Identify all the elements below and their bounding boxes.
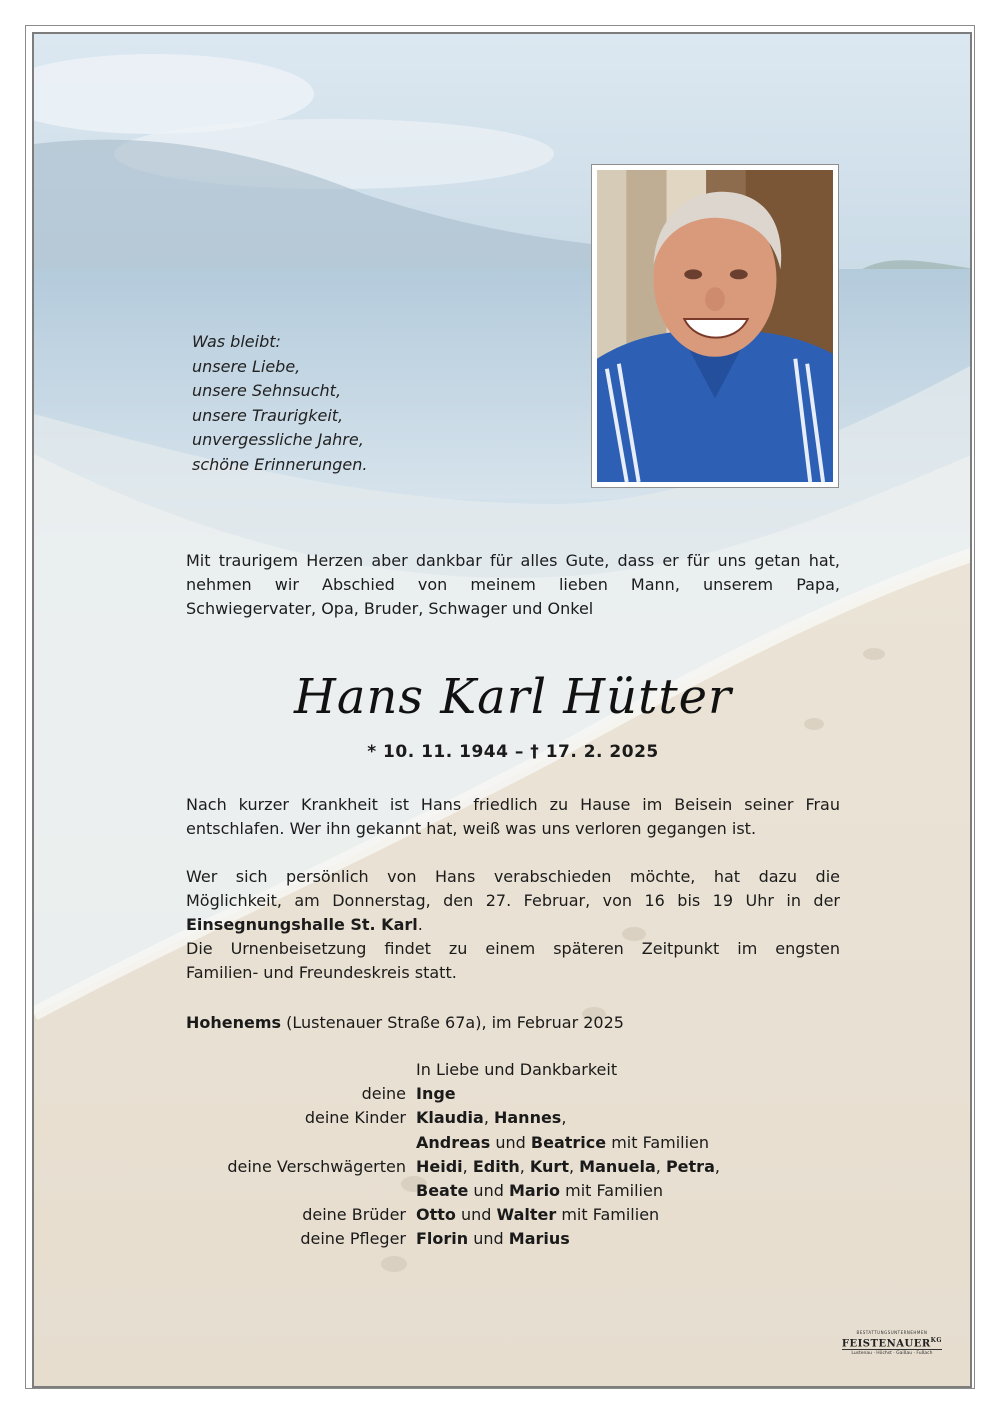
mourner-row-children bbox=[186, 1106, 720, 1130]
mourner-name: Otto bbox=[416, 1205, 456, 1225]
mourner-row-brothers bbox=[186, 1203, 720, 1227]
quote-line: unsere Traurigkeit, bbox=[192, 405, 344, 425]
paragraph-line bbox=[186, 913, 840, 937]
mourner-name: Florin bbox=[416, 1229, 469, 1249]
mourner-name: Andreas bbox=[416, 1132, 491, 1152]
punctuation: . bbox=[417, 915, 423, 934]
separator: , bbox=[519, 1156, 530, 1176]
content bbox=[34, 34, 970, 1386]
mourner-name: Inge bbox=[416, 1084, 456, 1104]
funeral-home-logo bbox=[842, 1330, 942, 1356]
mourner-name: Heidi bbox=[416, 1156, 463, 1176]
suffix: mit Familien bbox=[556, 1205, 660, 1225]
separator: , bbox=[483, 1108, 494, 1128]
mourner-row-inlaws-2 bbox=[186, 1179, 720, 1203]
mourner-name: Mario bbox=[508, 1181, 561, 1201]
mourner-name: Beatrice bbox=[530, 1132, 607, 1152]
mourner-role: deine Verschwägerten bbox=[227, 1156, 406, 1176]
quote-poem bbox=[192, 330, 367, 477]
conjunction: und bbox=[455, 1205, 497, 1225]
portrait-photo bbox=[597, 170, 833, 482]
separator: , bbox=[561, 1108, 567, 1128]
quote-line: unsere Sehnsucht, bbox=[192, 381, 342, 400]
conjunction: und bbox=[468, 1229, 509, 1249]
venue-name: Einsegnungshalle St. Karl bbox=[186, 915, 418, 934]
intro-line: Schwiegervater, Opa, Bruder, Schwager und Onkel bbox=[186, 599, 594, 618]
mourner-name: Marius bbox=[508, 1229, 570, 1249]
separator: , bbox=[568, 1156, 580, 1176]
conjunction: und bbox=[468, 1181, 509, 1201]
mourner-row-wife bbox=[186, 1082, 720, 1106]
mourner-name: Klaudia bbox=[416, 1108, 484, 1128]
mourner-role: deine Brüder bbox=[302, 1205, 406, 1225]
deceased-name: Hans Karl Hütter bbox=[293, 669, 732, 725]
mourners-list bbox=[186, 1058, 720, 1252]
place-date-line bbox=[186, 1011, 624, 1035]
mourner-name: Manuela bbox=[579, 1156, 656, 1176]
life-dates: * 10. 11. 1944 – † 17. 2. 2025 bbox=[367, 742, 659, 762]
obituary-card bbox=[32, 32, 972, 1388]
intro-line: nehmen wir Abschied von meinem lieben Mann, unserem Papa, bbox=[186, 575, 840, 594]
paragraph-line: Familien- und Freundeskreis statt. bbox=[186, 963, 457, 982]
mourners-intro-row bbox=[186, 1058, 720, 1082]
mourner-role: deine Kinder bbox=[304, 1108, 406, 1128]
intro-text bbox=[186, 549, 840, 621]
logo-locations: Lustenau · Höchst · Gaißau · Fußach bbox=[851, 1351, 933, 1356]
paragraph-line: Möglichkeit, am Donnerstag, den 27. Februar, von 16 bis 19 Uhr in der bbox=[186, 891, 840, 910]
mourner-row-carers bbox=[186, 1227, 720, 1251]
mourner-name: Hannes bbox=[493, 1108, 562, 1128]
mourner-name: Kurt bbox=[529, 1156, 569, 1176]
paragraph-line: Nach kurzer Krankheit ist Hans friedlich zu Hause im Beisein seiner Frau bbox=[186, 795, 840, 814]
mourner-name: Walter bbox=[496, 1205, 557, 1225]
paragraph-line: Die Urnenbeisetzung findet zu einem späteren Zeitpunkt im engsten bbox=[186, 939, 840, 958]
separator: , bbox=[655, 1156, 666, 1176]
mourner-name: Beate bbox=[416, 1181, 469, 1201]
separator: , bbox=[462, 1156, 473, 1176]
quote-line: Was bleibt: bbox=[192, 332, 281, 351]
mourners-intro: In Liebe und Dankbarkeit bbox=[416, 1060, 618, 1079]
passing-paragraph bbox=[186, 793, 840, 841]
portrait-frame bbox=[591, 164, 839, 488]
mourner-role: deine bbox=[361, 1084, 406, 1104]
conjunction: und bbox=[490, 1132, 531, 1152]
paragraph-line: Wer sich persönlich von Hans verabschieden möchte, hat dazu die bbox=[186, 867, 840, 886]
mourner-name: Petra bbox=[665, 1156, 715, 1176]
mourner-role: deine Pfleger bbox=[300, 1229, 406, 1249]
mourner-name: Edith bbox=[472, 1156, 520, 1176]
mourner-row-inlaws bbox=[186, 1155, 720, 1179]
quote-line: unvergessliche Jahre, bbox=[192, 430, 364, 449]
city: Hohenems bbox=[186, 1013, 282, 1032]
logo-tagline: BESTATTUNGSUNTERNEHMEN bbox=[856, 1329, 928, 1335]
suffix: mit Familien bbox=[606, 1132, 710, 1152]
mourner-row-children-2 bbox=[186, 1131, 720, 1155]
separator: , bbox=[714, 1156, 720, 1176]
paragraph-line: entschlafen. Wer ihn gekannt hat, weiß was uns verloren gegangen ist. bbox=[186, 819, 757, 838]
farewell-paragraph bbox=[186, 865, 840, 985]
intro-line: Mit traurigem Herzen aber dankbar für alles Gute, dass er für uns getan hat, bbox=[186, 551, 840, 570]
suffix: mit Familien bbox=[560, 1181, 663, 1201]
quote-line: unsere Liebe, bbox=[192, 356, 301, 376]
address-date: (Lustenauer Straße 67a), im Februar 2025 bbox=[281, 1013, 624, 1032]
logo-name: $FEISTENAUER^{KG}$ bbox=[841, 1336, 942, 1349]
quote-line: schöne Erinnerungen. bbox=[192, 454, 368, 474]
